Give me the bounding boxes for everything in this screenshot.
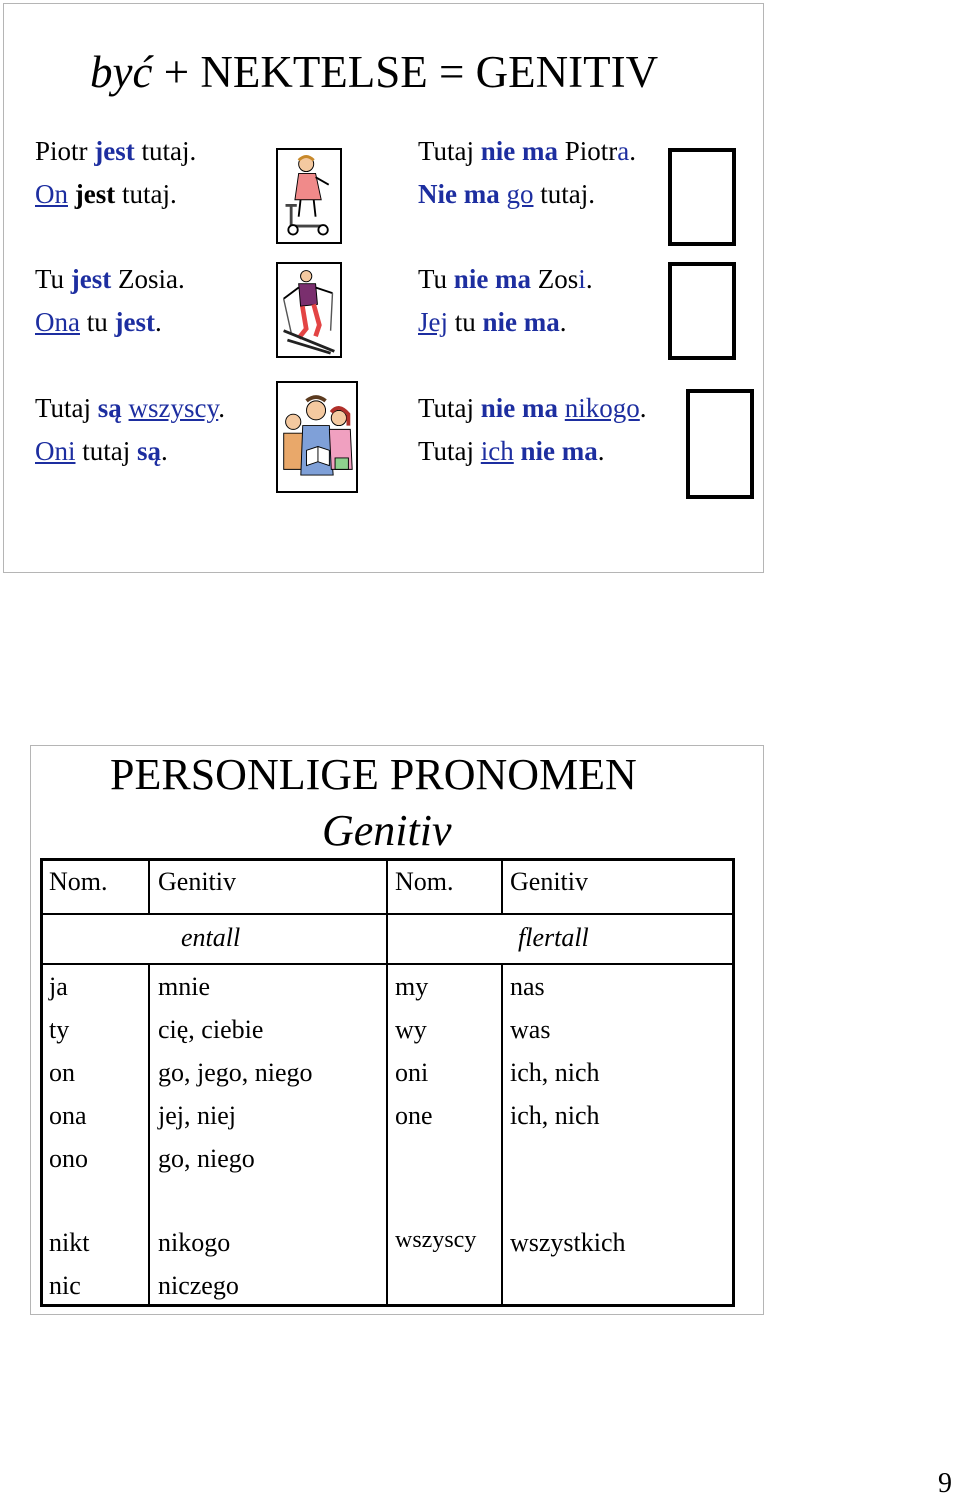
sentence-left-2a [35,266,185,293]
empty-box-1 [668,148,736,246]
sentence-segment: i [578,264,586,294]
empty-box-2 [668,262,736,360]
pronoun-nom-extra-plural: wszyscy [395,1227,477,1253]
header-genitiv-singular: Genitiv [158,867,236,896]
header-nom-plural: Nom. [395,867,454,896]
table-line [501,858,503,915]
sentence-segment [122,393,129,423]
pronoun-nom-plural: my [395,972,429,1001]
sentence-segment: On [35,179,68,209]
sentence-segment: . [559,307,567,337]
sentence-segment: Ona [35,307,80,337]
sentence-segment: Oni [35,436,76,466]
sentence-segment: nie ma [520,436,598,466]
sentence-segment: Tutaj [35,393,98,423]
sentence-segment: Tutaj [418,436,481,466]
sentence-segment: . [585,264,593,294]
page-number: 9 [938,1468,952,1499]
sentence-left-3a [35,395,225,422]
sentence-right-3b [418,438,605,465]
sentence-segment: nie ma [482,307,560,337]
sentence-left-3b [35,438,168,465]
sentence-segment: . [161,436,168,466]
sentence-segment: nie ma [453,264,532,294]
header-genitiv-plural: Genitiv [510,867,588,896]
pronoun-nom-plural: wy [395,1015,427,1044]
table-line [386,858,388,1307]
pronoun-nom-extra: nic [49,1271,81,1300]
sentence-segment: są [97,393,122,423]
sentence-left-1a [35,138,196,165]
sentence-segment [68,179,75,209]
table-line [148,963,150,1307]
sentence-segment: Tu [418,264,454,294]
pronoun-nom: ty [49,1015,70,1044]
header-nom-singular: Nom. [49,867,108,896]
sentence-right-3a [418,395,647,422]
sentence-segment: nie ma [480,136,559,166]
sentence-segment [514,436,521,466]
pronoun-gen: go, niego [158,1144,255,1173]
sentence-segment: Nie ma [418,179,500,209]
sentence-segment: a [617,136,630,166]
pronoun-gen: cię, ciebie [158,1015,264,1044]
sentence-segment: . [629,136,637,166]
sentence-segment: Piotr [35,136,95,166]
sentence-segment: są [137,436,162,466]
sentence-segment: tu [448,307,483,337]
pronoun-gen-plural: was [510,1015,551,1044]
pronoun-nom-plural: one [395,1101,433,1130]
sentence-segment: Zos [531,264,579,294]
sentence-segment: wszyscy [128,393,219,423]
sentence-segment: . [218,393,226,423]
sentence-segment: tutaj [75,436,137,466]
sentence-segment [558,393,565,423]
sentence-segment: Piotr [558,136,618,166]
sentence-segment: tu [79,307,115,337]
group-label-plural: flertall [518,923,589,952]
sentence-segment: Tu [35,264,71,294]
table-line [501,963,503,1307]
sentence-segment: . [597,436,605,466]
slide2-title: PERSONLIGE PRONOMEN [110,750,637,799]
sentence-segment: nie ma [480,393,559,423]
sentence-right-2a [418,266,593,293]
pronoun-gen-plural: nas [510,972,545,1001]
sentence-segment: jest [94,136,135,166]
sentence-right-2b [418,309,567,336]
pronoun-gen: jej, niej [158,1101,236,1130]
pronoun-gen-extra: nikogo [158,1228,231,1257]
sentence-segment: ich [480,436,514,466]
slide2-subtitle: Genitiv [322,806,452,855]
sentence-segment: go [506,179,534,209]
pronoun-gen-plural: ich, nich [510,1058,600,1087]
sentence-segment: Zosia. [111,264,185,294]
pronoun-nom: ja [49,972,68,1001]
pronoun-gen-extra: niczego [158,1271,239,1300]
sentence-segment: Jej [418,307,448,337]
pronoun-gen-plural: ich, nich [510,1101,600,1130]
child-scooter-illustration-icon [276,148,342,244]
family-reading-illustration-icon [276,381,358,493]
sentence-segment: tutaj. [533,179,595,209]
pronoun-nom: ono [49,1144,88,1173]
pronoun-gen-extra-plural: wszystkich [510,1228,626,1257]
group-label-singular: entall [181,923,241,952]
sentence-right-1b [418,181,595,208]
sentence-segment: jest [70,264,112,294]
pronoun-gen: mnie [158,972,210,1001]
pronoun-nom: ona [49,1101,87,1130]
pronoun-nom: on [49,1058,75,1087]
sentence-segment: jest [114,307,155,337]
sentence-left-1b [35,181,177,208]
sentence-segment: Tutaj [418,136,481,166]
sentence-segment: tutaj. [134,136,197,166]
skier-illustration-icon [276,262,342,358]
sentence-left-2b [35,309,162,336]
sentence-segment: tutaj. [115,179,177,209]
sentence-segment: jest [74,179,116,209]
pronoun-gen: go, jego, niego [158,1058,313,1087]
table-line [148,858,150,915]
sentence-right-1a [418,138,636,165]
pronoun-nom-extra: nikt [49,1228,90,1257]
sentence-segment: nikogo [564,393,640,423]
sentence-segment: . [639,393,647,423]
sentence-segment: Tutaj [418,393,481,423]
slide1-title: być + NEKTELSE = GENITIV [90,47,659,97]
pronoun-nom-plural: oni [395,1058,429,1087]
empty-box-3 [686,389,754,499]
sentence-segment: . [154,307,162,337]
